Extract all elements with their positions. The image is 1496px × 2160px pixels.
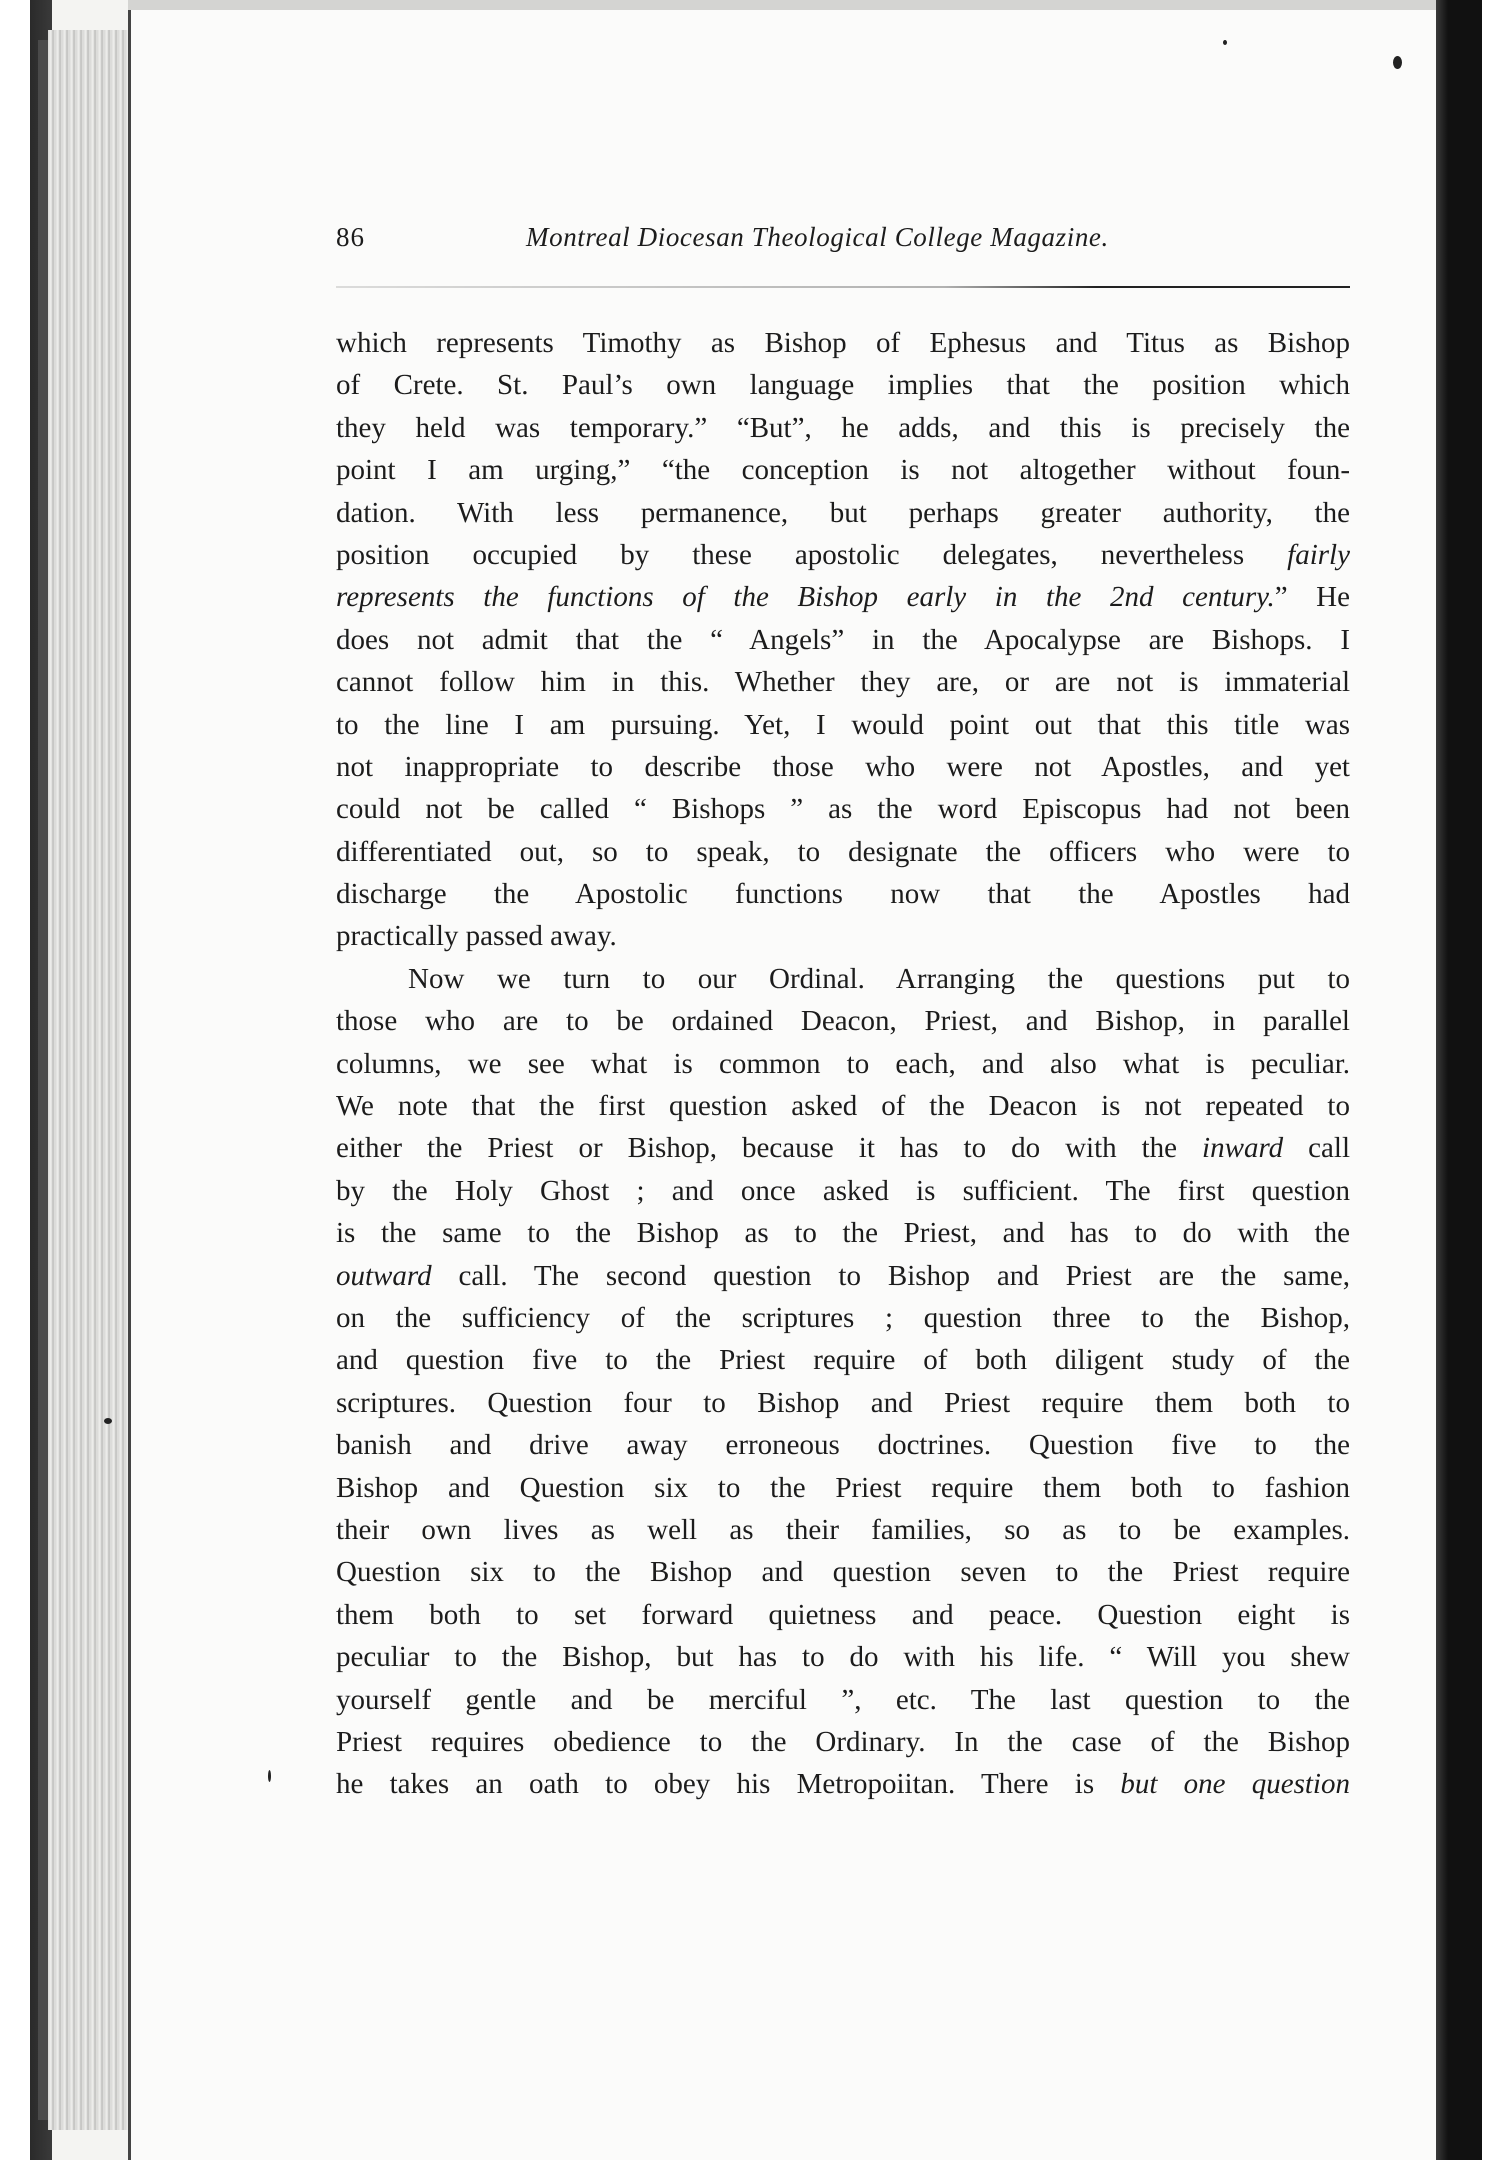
text-line <box>336 1000 1350 1042</box>
text-segment: by the Holy Ghost ; and once asked is sufficient. The first question <box>336 1174 1350 1207</box>
italic-text: but one question <box>1120 1768 1350 1801</box>
text-segment: columns, we see what is common to each, and also what is peculiar. <box>336 1047 1350 1080</box>
text-line <box>336 1509 1350 1551</box>
text-segment: they held was temporary.” “But”, he adds, and this is precisely the <box>336 411 1350 444</box>
text-segment: cannot follow him in this. Whether they are, or are not is immaterial <box>336 666 1350 699</box>
text-segment: peculiar to the Bishop, but has to do with his life. “ Will you shew <box>336 1641 1350 1674</box>
text-line <box>336 1763 1350 1805</box>
text-segment: discharge the Apostolic functions now that the Apostles had <box>336 878 1350 911</box>
text-segment: Now we turn to our Ordinal. Arranging the questions put to <box>408 962 1350 995</box>
page-header <box>336 222 1336 262</box>
text-segment: of Crete. St. Paul’s own language implies that the position which <box>336 369 1350 402</box>
body-text <box>336 322 1350 1806</box>
text-segment: ” He <box>1274 581 1350 614</box>
text-line <box>336 619 1350 661</box>
text-line <box>336 788 1350 830</box>
text-line <box>336 1212 1350 1254</box>
text-segment: Priest requires obedience to the Ordinary. In the case of the Bishop <box>336 1725 1350 1758</box>
text-segment: call. The second question to Bishop and Priest are the same, <box>431 1259 1350 1292</box>
text-line <box>336 661 1350 703</box>
text-line <box>336 1043 1350 1085</box>
text-segment: is the same to the Bishop as to the Priest, and has to do with the <box>336 1217 1350 1250</box>
text-segment: scriptures. Question four to Bishop and Priest require them both to <box>336 1386 1350 1419</box>
dust-speck <box>268 1770 271 1782</box>
text-line <box>336 1170 1350 1212</box>
text-line <box>336 915 1350 957</box>
text-segment: which represents Timothy as Bishop of Ephesus and Titus as Bishop <box>336 327 1350 359</box>
text-line <box>336 407 1350 449</box>
page-number: 86 <box>336 222 365 252</box>
text-segment: could not be called “ Bishops ” as the word Episcopus had not been <box>336 793 1350 826</box>
italic-text: outward <box>336 1259 432 1292</box>
text-segment: Bishop and Question six to the Priest require them both to fashion <box>336 1471 1350 1504</box>
text-segment: either the Priest or Bishop, because it has to do with the <box>336 1132 1203 1165</box>
dust-speck <box>1223 40 1227 45</box>
text-line <box>336 1085 1350 1127</box>
header-rule <box>336 286 1350 288</box>
text-line <box>336 534 1350 576</box>
text-line <box>336 746 1350 788</box>
dust-speck <box>1393 56 1402 69</box>
running-title: Montreal Diocesan Theological College Magazine. <box>526 222 1109 252</box>
text-segment: does not admit that the “ Angels” in the Apocalypse are Bishops. I <box>336 623 1350 656</box>
text-segment: position occupied by these apostolic delegates, nevertheless <box>336 538 1288 571</box>
text-segment: their own lives as well as their families, so as to be examples. <box>336 1513 1350 1546</box>
text-line <box>336 704 1350 746</box>
text-segment: them both to set forward quietness and peace. Question eight is <box>336 1598 1350 1631</box>
text-line <box>336 1551 1350 1593</box>
dust-speck <box>104 1418 112 1424</box>
text-segment: point I am urging,” “the conception is not altogether without foun- <box>336 454 1350 487</box>
text-segment: to the line I am pursuing. Yet, I would point out that this title was <box>336 708 1350 741</box>
text-segment: practically passed away. <box>336 920 617 953</box>
text-line <box>336 1679 1350 1721</box>
text-line <box>336 1721 1350 1763</box>
scan-margin-right <box>1436 0 1496 2160</box>
text-segment: call <box>1283 1132 1351 1165</box>
text-line <box>336 1382 1350 1424</box>
text-segment: on the sufficiency of the scriptures ; question three to the Bishop, <box>336 1301 1350 1334</box>
italic-text: represents the functions of the Bishop early in the 2nd century. <box>336 581 1275 614</box>
text-line <box>336 873 1350 915</box>
text-segment: differentiated out, so to speak, to designate the officers who were to <box>336 835 1350 868</box>
text-segment: banish and drive away erroneous doctrines. Question five to the <box>336 1429 1350 1462</box>
text-line <box>336 1594 1350 1636</box>
text-segment: We note that the first question asked of the Deacon is not repeated to <box>336 1090 1350 1123</box>
page-stack-edge <box>48 30 138 2130</box>
text-line <box>336 1255 1350 1297</box>
text-line <box>336 831 1350 873</box>
text-line <box>336 1636 1350 1678</box>
text-line <box>336 322 1350 364</box>
text-line <box>336 1467 1350 1509</box>
text-line <box>336 1339 1350 1381</box>
text-line <box>336 492 1350 534</box>
text-segment: those who are to be ordained Deacon, Priest, and Bishop, in parallel <box>336 1005 1350 1038</box>
text-line <box>336 1297 1350 1339</box>
text-segment: not inappropriate to describe those who were not Apostles, and yet <box>336 750 1350 783</box>
italic-text: inward <box>1202 1132 1284 1165</box>
text-segment: and question five to the Priest require of both diligent study of the <box>336 1344 1350 1377</box>
text-line <box>336 576 1350 618</box>
text-segment: yourself gentle and be merciful ”, etc. The last question to the <box>336 1683 1350 1716</box>
italic-text: fairly <box>1287 538 1350 571</box>
text-segment: Question six to the Bishop and question seven to the Priest require <box>336 1556 1350 1589</box>
text-line <box>336 1127 1350 1169</box>
text-line <box>336 364 1350 406</box>
text-line <box>336 449 1350 491</box>
text-segment: dation. With less permanence, but perhaps greater authority, the <box>336 496 1350 529</box>
text-segment: he takes an oath to obey his Metropoiitan. There is <box>336 1768 1121 1801</box>
text-line <box>336 1424 1350 1466</box>
text-line <box>336 958 1350 1000</box>
